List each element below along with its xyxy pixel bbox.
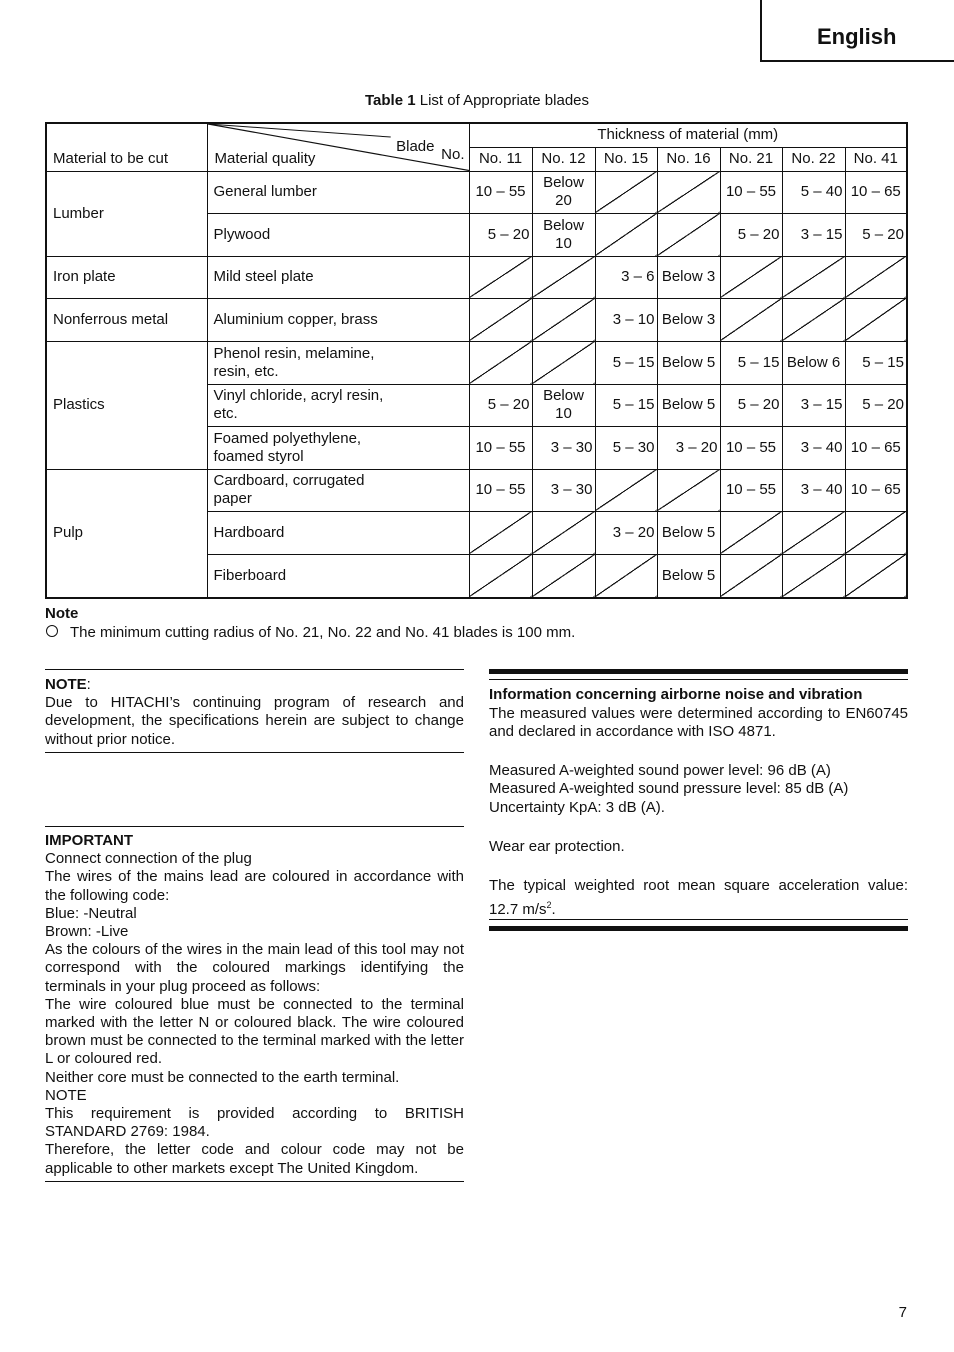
blade-table [45, 122, 908, 599]
vibration-text: The typical weighted root mean square acceleration value: 12.7 m/s [489, 877, 908, 918]
rule-bottom-thin [489, 919, 908, 920]
not-applicable-cell [469, 256, 532, 298]
noise-section [489, 686, 908, 919]
thickness-cell: 10 – 55 [469, 426, 532, 469]
thickness-cell: 5 – 15 [845, 341, 907, 384]
thickness-cell: 5 – 20 [469, 213, 532, 256]
thickness-cell: 10 – 55 [720, 469, 782, 511]
vibration-end: . [551, 900, 556, 918]
header-corner [207, 123, 469, 171]
important-box [45, 826, 464, 1182]
important-line: As the colours of the wires in the main lead of this tool may not correspond with the coloured markings identifying the terminals in your plug proceed as follows: [45, 941, 464, 995]
not-applicable-cell [845, 511, 907, 554]
thickness-cell: 10 – 65 [845, 171, 907, 213]
not-applicable-cell [720, 256, 782, 298]
table-row [46, 298, 907, 341]
important-title: IMPORTANT [45, 832, 134, 849]
material-cell: Nonferrous metal [46, 298, 207, 341]
thickness-cell: 10 – 55 [469, 469, 532, 511]
quality-cell: Hardboard [207, 511, 469, 554]
circle-bullet-icon [46, 625, 58, 637]
important-line: The wires of the mains lead are coloured in accordance with the following code: [45, 868, 464, 904]
language-tab [760, 0, 954, 62]
thickness-cell: Below 5 [657, 341, 720, 384]
thickness-cell: 10 – 65 [845, 426, 907, 469]
thickness-cell: 3 – 30 [532, 426, 595, 469]
noise-text: Uncertainty KpA: 3 dB (A). [489, 798, 665, 816]
not-applicable-cell [532, 256, 595, 298]
quality-cell: Mild steel plate [207, 256, 469, 298]
material-cell: Iron plate [46, 256, 207, 298]
note-title: Note [45, 605, 79, 622]
header-no: No. [441, 146, 465, 163]
thickness-cell: Below 5 [657, 511, 720, 554]
notice-title: NOTE [45, 676, 87, 693]
not-applicable-cell [469, 554, 532, 598]
note-text: The minimum cutting radius of No. 21, No. 22 and No. 41 blades is 100 mm. [70, 624, 576, 641]
not-applicable-cell [845, 298, 907, 341]
thickness-header: Thickness of material (mm) [469, 123, 907, 147]
material-cell: Plastics [46, 341, 207, 469]
not-applicable-cell [845, 554, 907, 598]
blade-no: No. 15 [595, 147, 657, 171]
blade-no: No. 41 [845, 147, 907, 171]
thickness-cell: 10 – 65 [845, 469, 907, 511]
quality-cell: Plywood [207, 213, 469, 256]
thickness-cell: 10 – 55 [720, 171, 782, 213]
thickness-cell: Below 3 [657, 298, 720, 341]
thickness-cell: Below 3 [657, 256, 720, 298]
important-line: Neither core must be connected to the earth terminal. [45, 1068, 400, 1086]
important-line: NOTE [45, 1086, 87, 1104]
not-applicable-cell [782, 298, 845, 341]
quality-cell: Phenol resin, melamine, resin, etc. [207, 341, 469, 384]
thickness-cell: Below 5 [657, 384, 720, 426]
quality-cell: Cardboard, corrugated paper [207, 469, 469, 511]
notice-text: Due to HITACHI’s continuing program of research and development, the specifications herein are subject to change without prior notice. [45, 694, 464, 748]
table-row [46, 256, 907, 298]
note-block [45, 604, 575, 642]
not-applicable-cell [595, 213, 657, 256]
header-material: Material to be cut [46, 123, 207, 171]
thickness-cell: 10 – 55 [469, 171, 532, 213]
caption-number: Table 1 [364, 92, 416, 109]
thickness-cell: 3 – 40 [782, 426, 845, 469]
language-label: English [817, 24, 897, 49]
blade-no: No. 11 [469, 147, 532, 171]
vibration-unit-sup: 2 [546, 899, 552, 910]
quality-cell: Foamed polyethylene, foamed styrol [207, 426, 469, 469]
not-applicable-cell [657, 213, 720, 256]
not-applicable-cell [532, 554, 595, 598]
header-quality: Material quality [214, 149, 316, 167]
caption-text: List of Appropriate blades [415, 92, 590, 109]
rule-top-thin [489, 679, 908, 680]
quality-cell: Vinyl chloride, acryl resin, etc. [207, 384, 469, 426]
table-row [46, 341, 907, 384]
thickness-cell: 5 – 40 [782, 171, 845, 213]
blade-no: No. 22 [782, 147, 845, 171]
notice-colon: : [86, 676, 91, 693]
not-applicable-cell [532, 511, 595, 554]
notice-box [45, 669, 464, 753]
thickness-cell: 5 – 15 [595, 384, 657, 426]
table-caption [0, 92, 954, 109]
not-applicable-cell [595, 171, 657, 213]
thickness-cell: 3 – 15 [782, 384, 845, 426]
thickness-cell: Below 6 [782, 341, 845, 384]
thickness-cell: Below 5 [657, 554, 720, 598]
important-line: Blue: -Neutral [45, 904, 137, 922]
rule-top-thick [489, 669, 908, 674]
noise-text: Measured A-weighted sound power level: 96 dB (A) [489, 761, 831, 779]
thickness-cell: 5 – 20 [720, 384, 782, 426]
not-applicable-cell [845, 256, 907, 298]
material-cell: Lumber [46, 171, 207, 256]
thickness-cell: 5 – 20 [845, 384, 907, 426]
thickness-cell: 5 – 20 [720, 213, 782, 256]
blade-no: No. 12 [532, 147, 595, 171]
thickness-cell: Below 20 [532, 171, 595, 213]
not-applicable-cell [469, 511, 532, 554]
thickness-cell: 5 – 15 [595, 341, 657, 384]
thickness-cell: 3 – 15 [782, 213, 845, 256]
not-applicable-cell [782, 554, 845, 598]
thickness-cell: 10 – 55 [720, 426, 782, 469]
noise-text: Measured A-weighted sound pressure level: 85 dB (A) [489, 780, 849, 798]
important-line: Therefore, the letter code and colour code may not be applicable to other markets except The United Kingdom. [45, 1141, 464, 1177]
noise-title: Information concerning airborne noise and vibration [489, 686, 863, 703]
quality-cell: General lumber [207, 171, 469, 213]
thickness-cell: Below 10 [532, 384, 595, 426]
page-number: 7 [898, 1304, 907, 1321]
not-applicable-cell [595, 554, 657, 598]
thickness-cell: 5 – 30 [595, 426, 657, 469]
not-applicable-cell [657, 469, 720, 511]
material-cell: Pulp [46, 469, 207, 598]
thickness-cell: Below 10 [532, 213, 595, 256]
rule-bottom-thick [489, 926, 908, 931]
not-applicable-cell [720, 511, 782, 554]
not-applicable-cell [595, 469, 657, 511]
thickness-cell: 3 – 30 [532, 469, 595, 511]
thickness-cell: 5 – 20 [845, 213, 907, 256]
blade-no: No. 16 [657, 147, 720, 171]
not-applicable-cell [720, 298, 782, 341]
blade-no: No. 21 [720, 147, 782, 171]
important-line: Connect connection of the plug [45, 850, 252, 868]
not-applicable-cell [720, 554, 782, 598]
not-applicable-cell [469, 298, 532, 341]
noise-text-vibration [489, 877, 908, 919]
thickness-cell: 3 – 10 [595, 298, 657, 341]
table-row [46, 469, 907, 511]
thickness-cell: 3 – 40 [782, 469, 845, 511]
important-line: This requirement is provided according to BRITISH STANDARD 2769: 1984. [45, 1105, 464, 1141]
not-applicable-cell [782, 256, 845, 298]
table-row [46, 171, 907, 213]
not-applicable-cell [657, 171, 720, 213]
thickness-cell: 3 – 20 [595, 511, 657, 554]
thickness-cell: 5 – 15 [720, 341, 782, 384]
thickness-cell: 3 – 6 [595, 256, 657, 298]
not-applicable-cell [532, 341, 595, 384]
quality-cell: Fiberboard [207, 554, 469, 598]
header-blade: Blade [396, 138, 435, 155]
important-line: The wire coloured blue must be connected to the terminal marked with the letter N or coloured black. The wire coloured brown must be connected to the terminal marked with the letter L or coloured red. [45, 995, 464, 1068]
quality-cell: Aluminium copper, brass [207, 298, 469, 341]
important-line: Brown: -Live [45, 923, 129, 941]
noise-text: The measured values were determined according to EN60745 and declared in accordance with ISO 4871. [489, 704, 908, 741]
not-applicable-cell [782, 511, 845, 554]
not-applicable-cell [469, 341, 532, 384]
noise-text: Wear ear protection. [489, 837, 625, 855]
thickness-cell: 3 – 20 [657, 426, 720, 469]
thickness-cell: 5 – 20 [469, 384, 532, 426]
not-applicable-cell [532, 298, 595, 341]
